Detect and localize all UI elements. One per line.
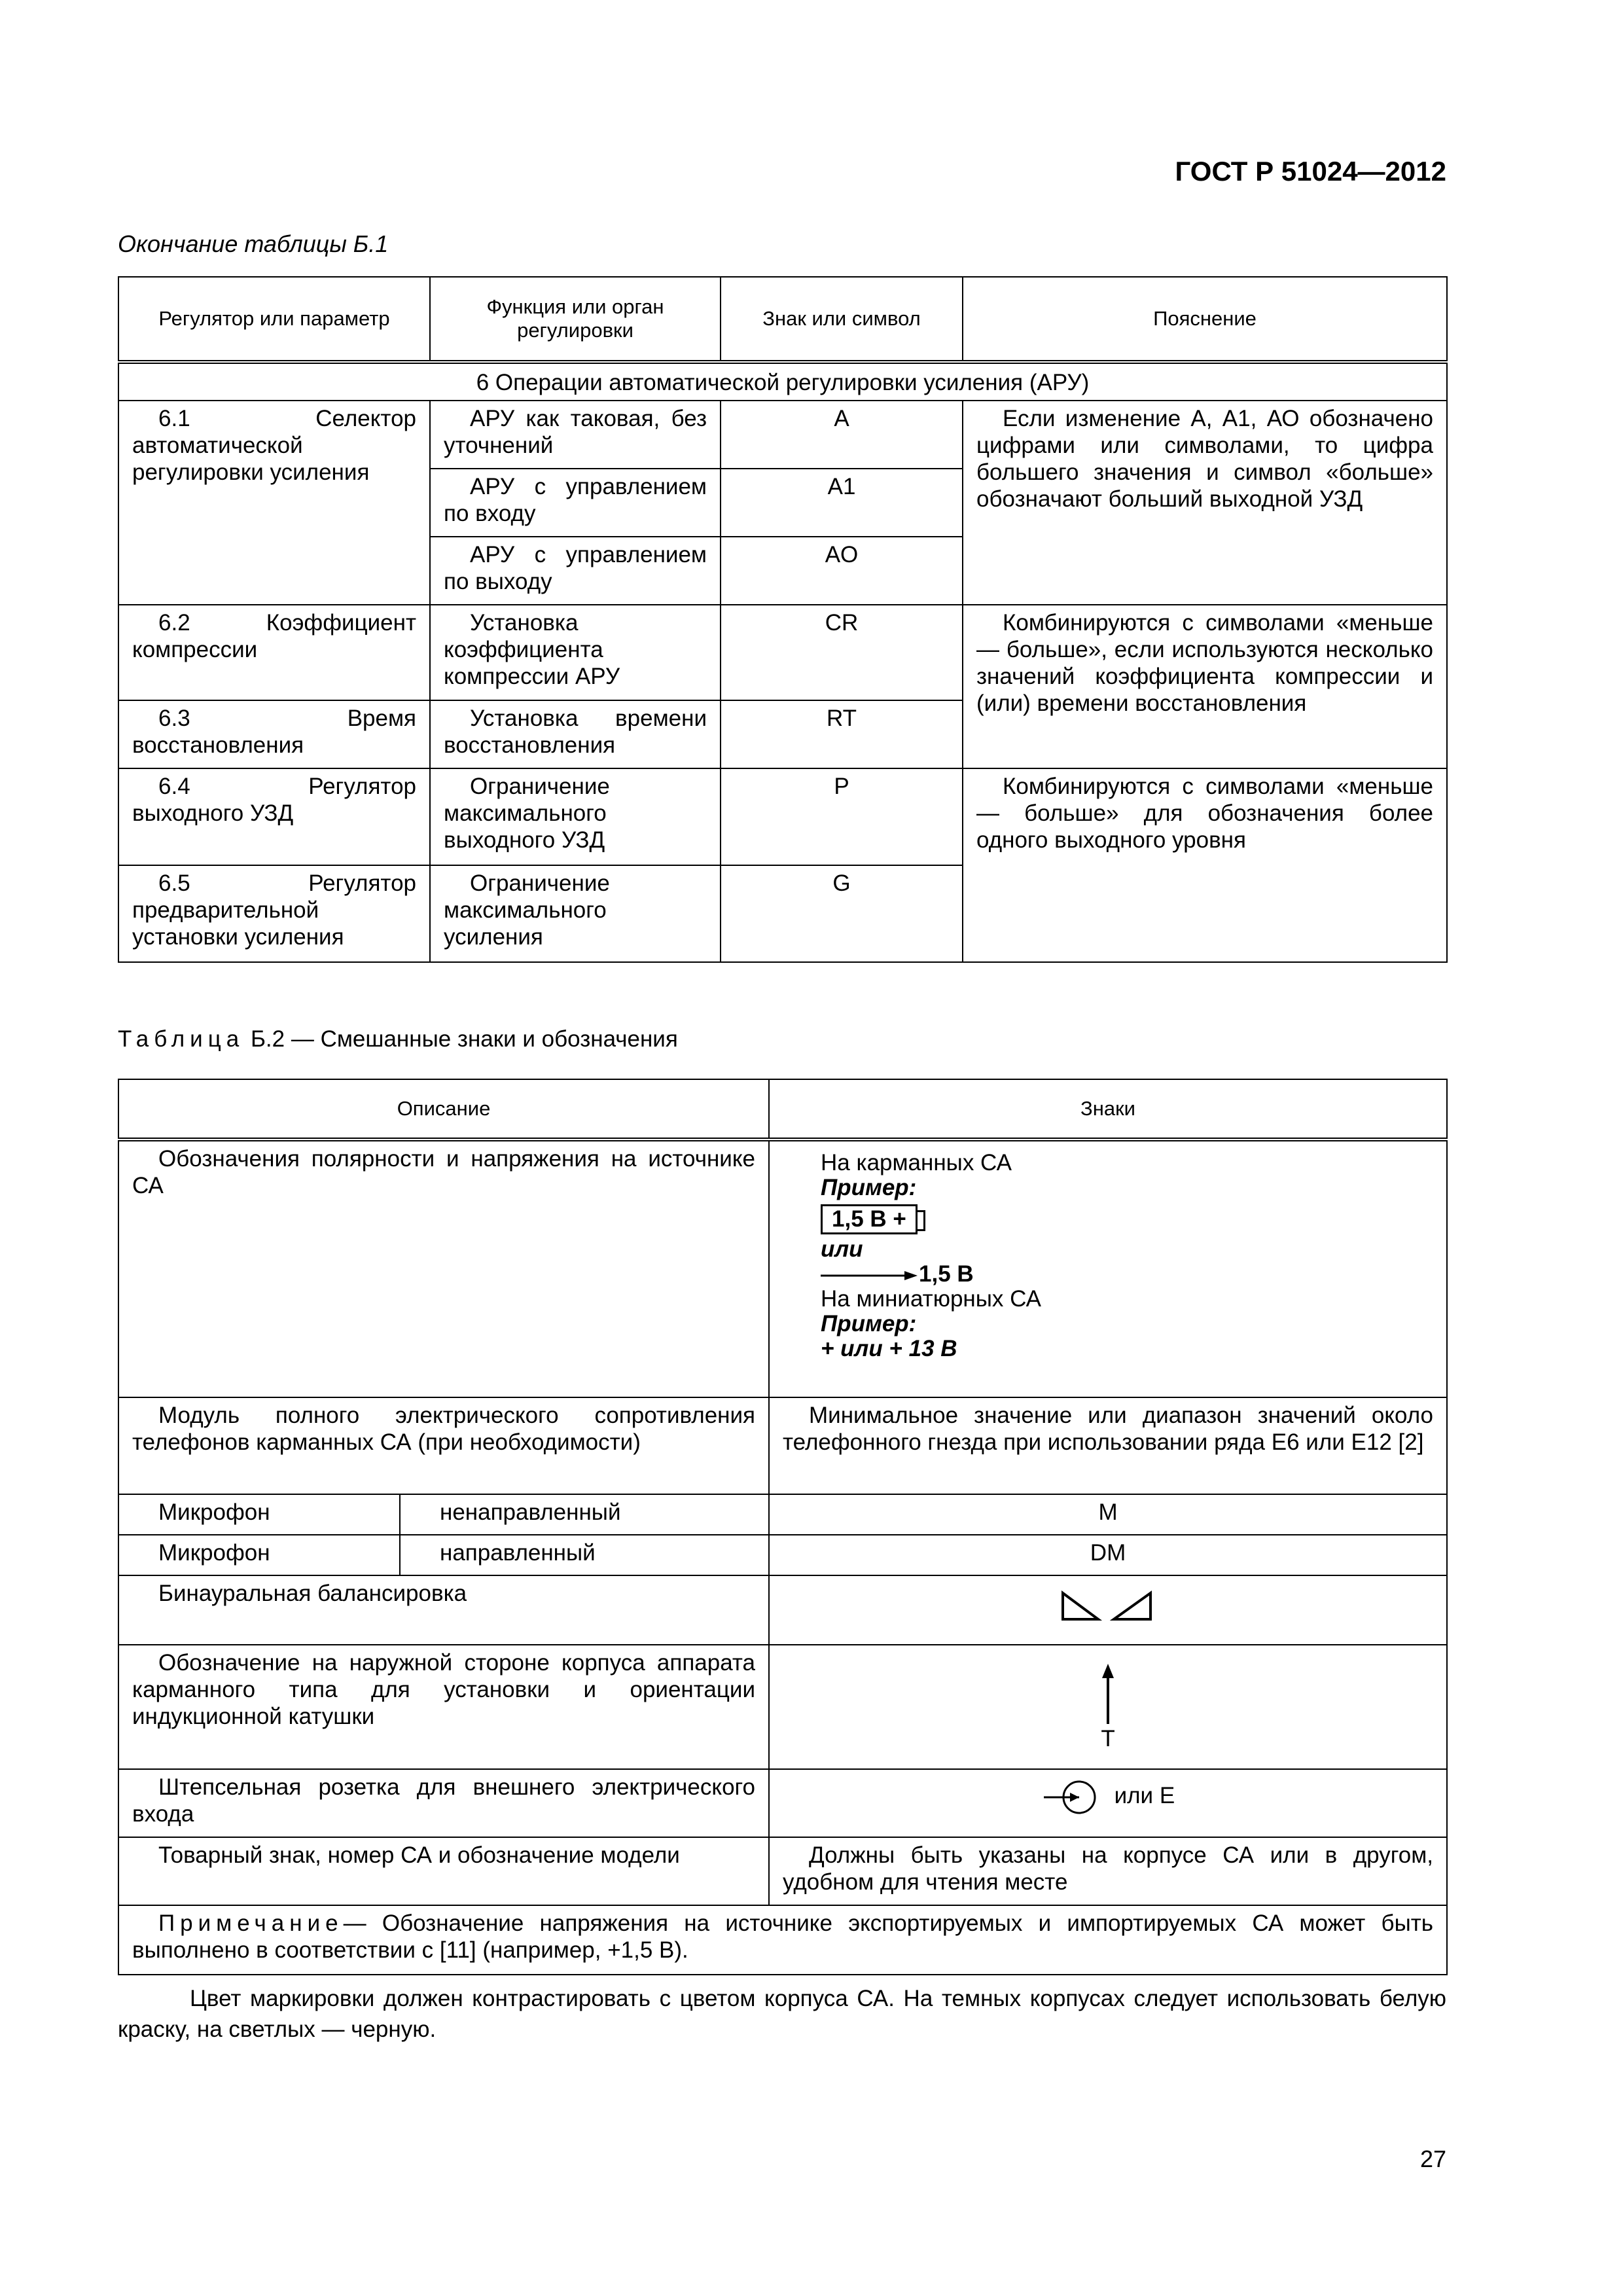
table-cell-function: Установка времени восстановления (430, 700, 721, 768)
section-title: 6 Операции автоматической регулировки усиления (АРУ) (118, 362, 1447, 401)
pocket-label: На карманных СА (821, 1150, 1012, 1175)
coil-sign: T (1101, 1726, 1115, 1751)
table-cell-desc: Штепсельная розетка для внешнего электрического входа (118, 1769, 769, 1837)
mic-type: направленный (400, 1535, 769, 1575)
body-paragraph: Цвет маркировки должен контрастировать с цветом корпуса СА. На темных корпусах следует использовать белую краску, на светлых — черную. (118, 1986, 1446, 2042)
table-cell-function: АРУ как таковая, без уточнений (430, 401, 721, 469)
mini-value: + или + 13 В (821, 1336, 957, 1361)
polarity-signs (769, 1139, 1447, 1397)
mic-type: ненаправленный (400, 1494, 769, 1535)
mic-label: Микрофон (118, 1494, 400, 1535)
table-b1-end (118, 276, 1448, 963)
input-socket-icon (1041, 1779, 1100, 1816)
example-label: Пример: (821, 1175, 917, 1200)
table-cell-param: 6.2 Коэффициент компрессии (118, 605, 430, 700)
mini-label: На миниатюрных СА (821, 1286, 1041, 1312)
table-cell-symbol: AO (721, 537, 963, 605)
table-cell-sign (769, 1769, 1447, 1837)
table-cell-symbol: A (721, 401, 963, 469)
table-cell-function: АРУ с управлением по выходу (430, 537, 721, 605)
document-id: ГОСТ Р 51024—2012 (1175, 156, 1446, 187)
col-header-function: Функция или орган регулировки (430, 277, 721, 362)
col-header-description: Описание (118, 1079, 769, 1139)
col-header-note: Пояснение (963, 277, 1447, 362)
table1-caption: Окончание таблицы Б.1 (118, 230, 389, 257)
table-note: Примечание— Обозначение напряжения на источнике экспортируемых и импортируемых СА может быть выполнено в соответствии с [11] (например, +1,5 В). (118, 1905, 1447, 1975)
table-cell-function: Ограничение максимального выходного УЗД (430, 768, 721, 865)
table-cell-symbol: P (721, 768, 963, 865)
col-header-symbol: Знак или символ (721, 277, 963, 362)
table-cell-param: 6.1 Селектор автоматической регулировки усиления (118, 401, 430, 605)
binaural-triangles-icon (1059, 1588, 1157, 1627)
battery-symbol (821, 1204, 1433, 1234)
mic-sign: DM (769, 1535, 1447, 1575)
example-label-2: Пример: (821, 1311, 917, 1336)
table-cell-sign (769, 1575, 1447, 1645)
table-cell-sign (769, 1645, 1447, 1769)
table-cell-note: Если изменение А, А1, АО обозначено цифрами или символами, то цифра большего значения и символ «больше» обозначают больший выходной УЗД (963, 401, 1447, 605)
table-cell-desc: Обозначение на наружной стороне корпуса аппарата карманного типа для установки и ориентации индукционной катушки (118, 1645, 769, 1769)
table-cell-symbol: G (721, 865, 963, 962)
table-cell-symbol: RT (721, 700, 963, 768)
page-number: 27 (1419, 2145, 1446, 2172)
table-cell-param: 6.5 Регулятор предварительной установки усиления (118, 865, 430, 962)
mic-label: Микрофон (118, 1535, 400, 1575)
table-cell-desc: Бинауральная балансировка (118, 1575, 769, 1645)
or-label: или (821, 1236, 863, 1262)
table-cell-sign: Должны быть указаны на корпусе СА или в другом, удобном для чтения месте (769, 1837, 1447, 1905)
table-cell-function: Установка коэффициента компрессии АРУ (430, 605, 721, 700)
col-header-param: Регулятор или параметр (118, 277, 430, 362)
table2-caption: Таблица Б.2 — Смешанные знаки и обозначения (118, 1026, 678, 1052)
table-cell-desc: Модуль полного электрического сопротивления телефонов карманных СА (при необходимости) (118, 1397, 769, 1494)
table-cell-param: 6.3 Время восстановления (118, 700, 430, 768)
table-cell-sign: Минимальное значение или диапазон значений около телефонного гнезда при использовании ряда Е6 или Е12 [2] (769, 1397, 1447, 1494)
table-cell-symbol: A1 (721, 469, 963, 537)
table-cell-param: 6.4 Регулятор выходного УЗД (118, 768, 430, 865)
mic-sign: M (769, 1494, 1447, 1535)
table-b2 (118, 1079, 1448, 1975)
socket-sign: или Е (1114, 1783, 1175, 1809)
table-cell-note: Комбинируются с символами «меньше — больше» для обозначения более одного выходного уровня (963, 768, 1447, 962)
table-cell-function: Ограничение максимального усиления (430, 865, 721, 962)
table-cell-function: АРУ с управлением по входу (430, 469, 721, 537)
right-arrow-icon (821, 1269, 919, 1282)
col-header-signs: Знаки (769, 1079, 1447, 1139)
battery-icon: 1,5 В + (821, 1204, 918, 1234)
arrow-voltage: 1,5 В (821, 1262, 1433, 1287)
up-arrow-icon (1098, 1662, 1118, 1725)
table-cell-symbol: CR (721, 605, 963, 700)
table-cell-note: Комбинируются с символами «меньше — больше», если используются несколько значений коэффициента компрессии и (или) времени восстановления (963, 605, 1447, 768)
table-cell-desc: Обозначения полярности и напряжения на источнике СА (118, 1139, 769, 1397)
table-cell-desc: Товарный знак, номер СА и обозначение модели (118, 1837, 769, 1905)
